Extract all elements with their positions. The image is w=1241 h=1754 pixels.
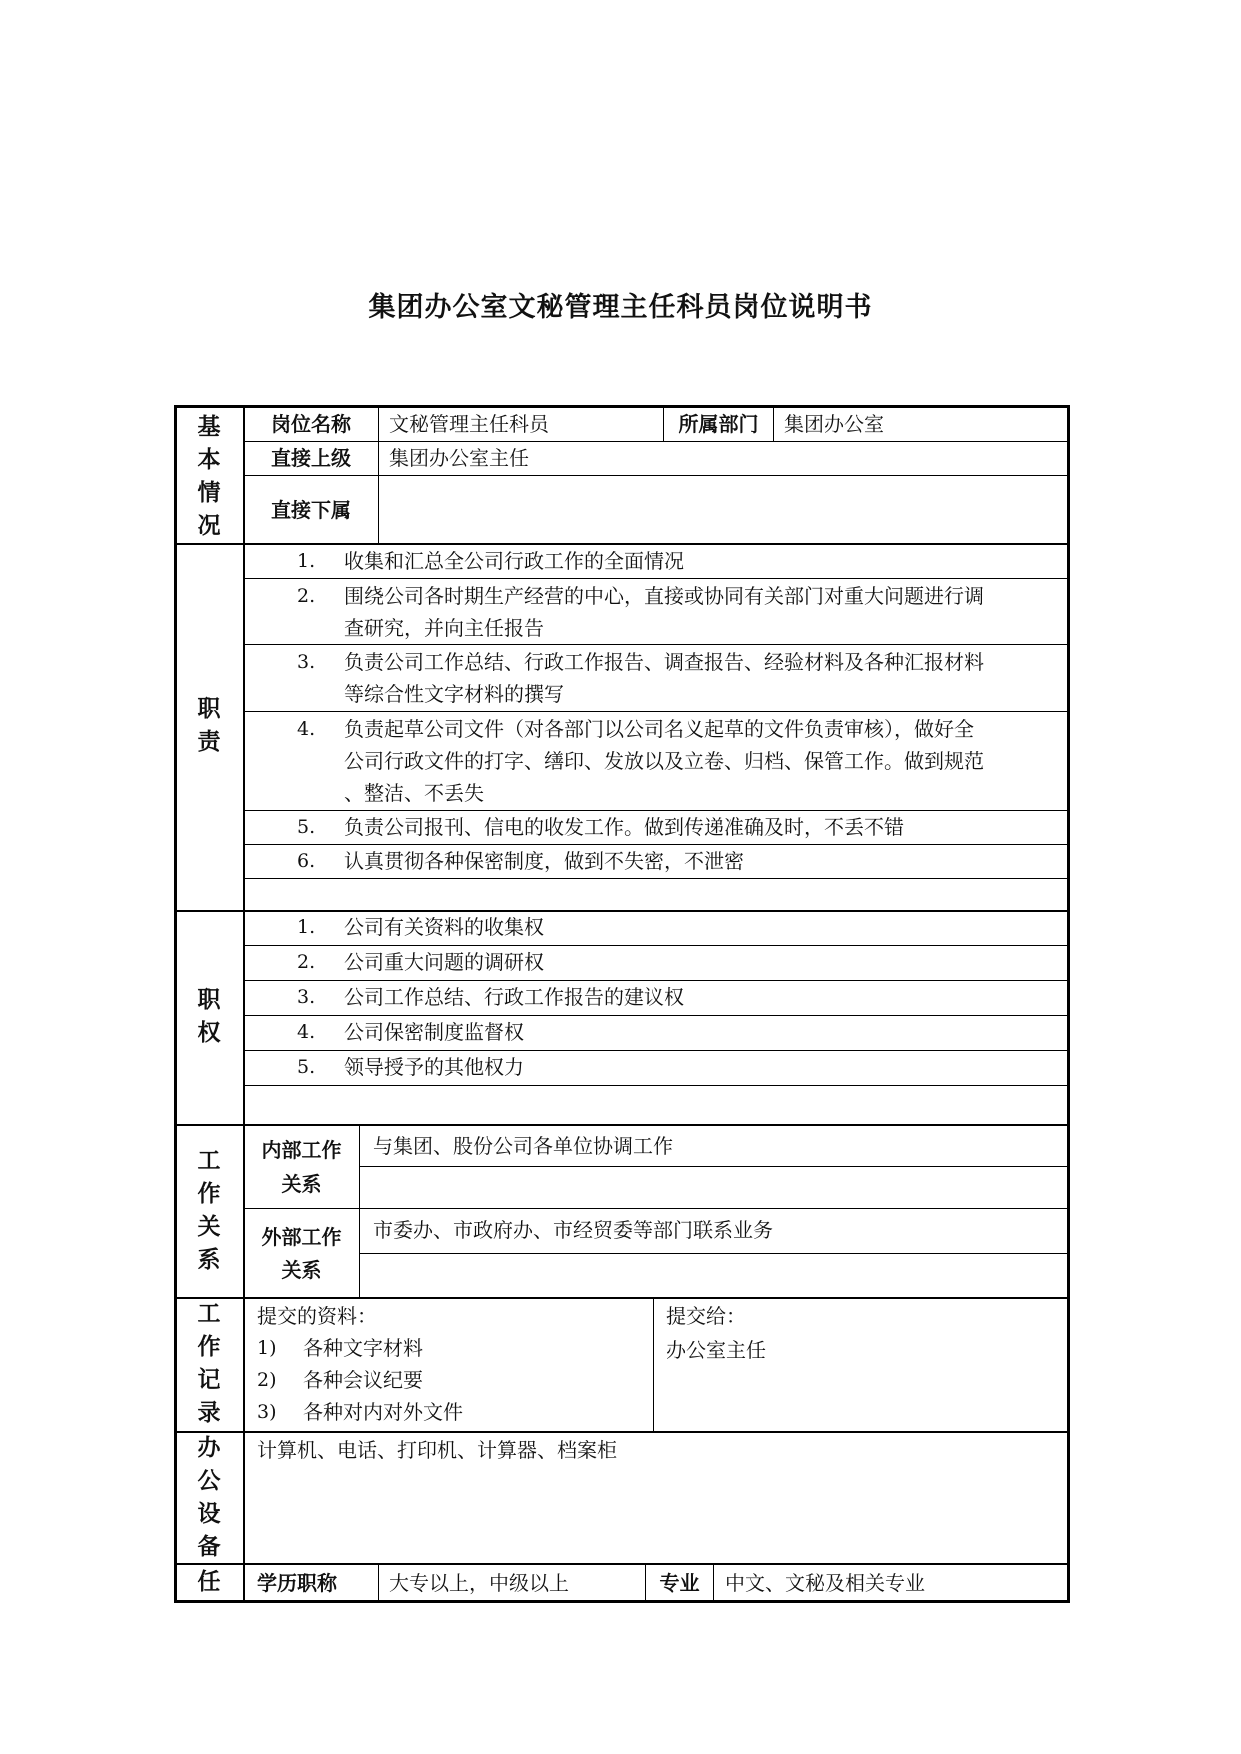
section-label-qualification <box>177 1566 241 1599</box>
authority-number: 4. <box>297 1021 316 1043</box>
row-line <box>244 1085 1067 1086</box>
external-relation-label: 外部工作 <box>261 1225 342 1249</box>
department-value: 集团办公室 <box>784 412 884 436</box>
col-line <box>713 1565 714 1600</box>
duty-number: 2. <box>297 585 316 607</box>
section-column-divider <box>243 408 245 1600</box>
external-relation-label: 关系 <box>281 1258 322 1282</box>
superior-label: 直接上级 <box>271 446 351 470</box>
section-label-text: 工 作 关 系 <box>197 1148 221 1273</box>
section-divider <box>177 1297 1067 1299</box>
major-label: 专业 <box>659 1571 700 1595</box>
authority-text: 公司保密制度监督权 <box>344 1020 524 1044</box>
duty-text: 查研究，并向主任报告 <box>344 616 544 640</box>
job-description-table <box>174 405 1070 1603</box>
education-value: 大专以上，中级以上 <box>389 1571 569 1595</box>
duty-number: 3. <box>297 651 316 673</box>
record-item: 各种文字材料 <box>303 1336 423 1360</box>
col-line <box>378 408 379 543</box>
section-label-text: 任 <box>197 1569 221 1595</box>
duty-text: 、整洁、不丢失 <box>344 781 484 805</box>
major-value: 中文、文秘及相关专业 <box>725 1571 925 1595</box>
subordinate-label: 直接下属 <box>271 498 351 522</box>
duty-number: 6. <box>297 850 316 872</box>
row-line <box>244 578 1067 579</box>
duty-text: 收集和汇总全公司行政工作的全面情况 <box>344 549 684 573</box>
section-label-text: 办 公 设 备 <box>197 1435 221 1560</box>
equipment-value: 计算机、电话、打印机、计算器、档案柜 <box>257 1438 617 1462</box>
internal-relation-label: 内部工作 <box>261 1138 342 1162</box>
section-label-duties <box>177 693 241 759</box>
row-line <box>360 1166 1067 1167</box>
position-value: 文秘管理主任科员 <box>389 412 549 436</box>
record-number: 1) <box>257 1337 277 1359</box>
record-number: 3) <box>257 1401 277 1423</box>
duty-number: 1. <box>297 550 316 572</box>
row-line <box>244 644 1067 645</box>
section-divider <box>177 1563 1067 1565</box>
col-line <box>378 1565 379 1600</box>
authority-text: 领导授予的其他权力 <box>344 1055 524 1079</box>
duty-text: 认真贯彻各种保密制度，做到不失密，不泄密 <box>344 849 744 873</box>
duty-text: 负责起草公司文件（对各部门以公司名义起草的文件负责审核），做好全 <box>344 717 974 741</box>
section-label-records <box>177 1298 241 1430</box>
authority-number: 3. <box>297 986 316 1008</box>
section-label-text: 职 责 <box>197 696 221 755</box>
row-line <box>244 475 1067 476</box>
row-line <box>244 878 1067 879</box>
section-label-relations <box>177 1145 241 1277</box>
duty-text: 负责公司报刊、信电的收发工作。做到传递准确及时，不丢不错 <box>344 815 904 839</box>
external-relation-value: 市委办、市政府办、市经贸委等部门联系业务 <box>373 1218 773 1242</box>
duty-text: 公司行政文件的打字、缮印、发放以及立卷、归档、保管工作。做到规范 <box>344 749 984 773</box>
row-line <box>360 1253 1067 1254</box>
authority-text: 公司重大问题的调研权 <box>344 950 544 974</box>
section-label-text: 基 本 情 况 <box>197 414 221 539</box>
section-label-equipment <box>177 1432 241 1564</box>
department-label: 所属部门 <box>678 412 759 436</box>
col-line <box>359 1126 360 1297</box>
authority-text: 公司工作总结、行政工作报告的建议权 <box>344 985 684 1009</box>
col-line <box>773 408 774 441</box>
authority-number: 1. <box>297 916 316 938</box>
education-label: 学历职称 <box>257 1571 337 1595</box>
internal-relation-label: 关系 <box>281 1172 322 1196</box>
authority-text: 公司有关资料的收集权 <box>344 915 544 939</box>
duty-number: 5. <box>297 816 316 838</box>
row-line <box>244 711 1067 712</box>
section-label-authority <box>177 984 241 1050</box>
submit-to-value: 办公室主任 <box>666 1338 766 1362</box>
page-title: 集团办公室文秘管理主任科员岗位说明书 <box>368 292 873 323</box>
record-item: 各种会议纪要 <box>303 1368 423 1392</box>
duty-text: 负责公司工作总结、行政工作报告、调查报告、经验材料及各种汇报材料 <box>344 650 984 674</box>
duty-number: 4. <box>297 718 316 740</box>
duty-text: 等综合性文字材料的撰写 <box>344 682 564 706</box>
row-line <box>244 1208 1067 1209</box>
submit-to-label: 提交给： <box>666 1304 746 1328</box>
section-label-text: 工 作 记 录 <box>197 1301 221 1426</box>
internal-relation-value: 与集团、股份公司各单位协调工作 <box>373 1134 673 1158</box>
record-number: 2) <box>257 1369 277 1391</box>
section-divider <box>177 1431 1067 1433</box>
authority-number: 2. <box>297 951 316 973</box>
position-label: 岗位名称 <box>271 412 351 436</box>
record-item: 各种对内对外文件 <box>303 1400 463 1424</box>
authority-number: 5. <box>297 1056 316 1078</box>
submit-label: 提交的资料： <box>257 1304 377 1328</box>
duty-text: 围绕公司各时期生产经营的中心，直接或协同有关部门对重大问题进行调 <box>344 584 984 608</box>
superior-value: 集团办公室主任 <box>389 446 529 470</box>
section-label-text: 职 权 <box>197 987 221 1046</box>
section-divider <box>177 1124 1067 1126</box>
section-label-basic <box>177 411 241 543</box>
col-line <box>653 1299 654 1431</box>
